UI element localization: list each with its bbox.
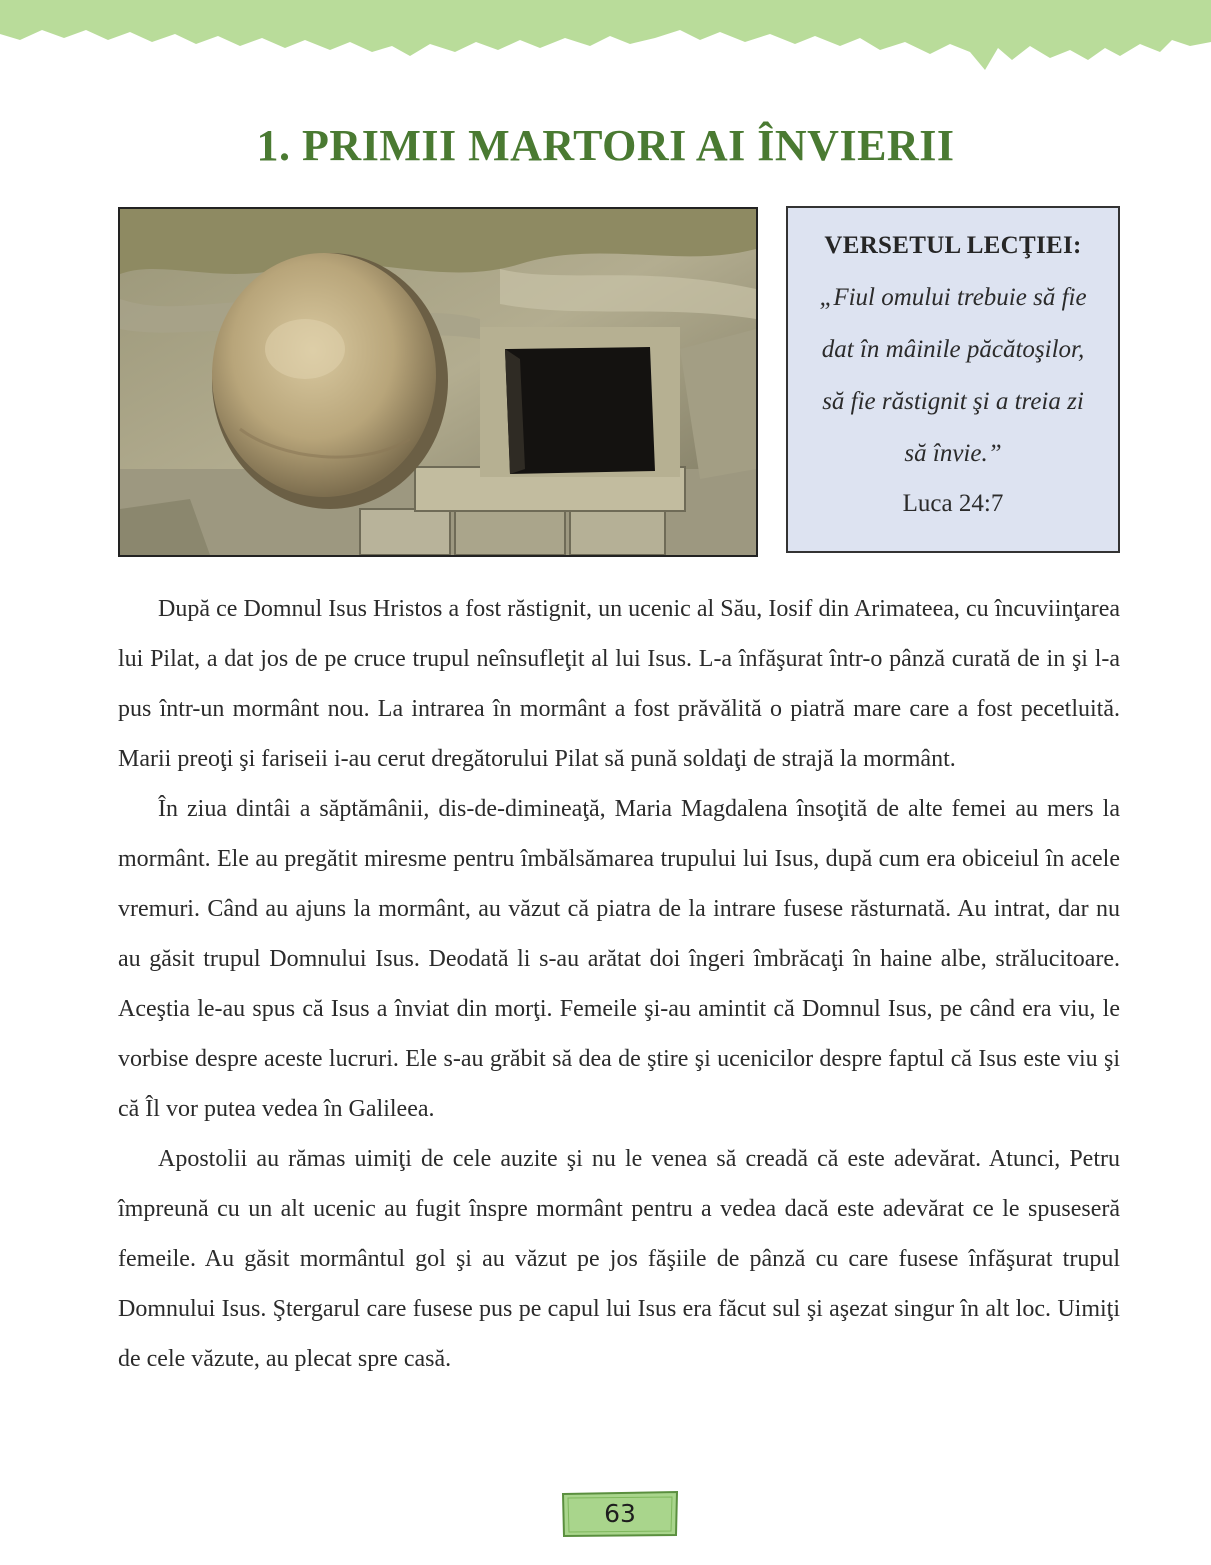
tomb-photo [118,207,758,557]
lesson-verse-box [786,206,1120,553]
verse-line: „Fiul omului trebuie să fie [819,284,1087,311]
page-number-badge [560,1490,680,1538]
lesson-body [118,584,1120,1384]
paragraph: Apostolii au rămas uimiţi de cele auzite şi nu le venea să creadă că este adevărat. Atunci, Petru împreună cu un alt ucenic au fugit înspre mormânt pentru a vedea dacă este adevărat ce le spuseseră femeile. Au găsit mormântul gol şi au văzut pe jos făşiile de pânză cu care fusese înfăşurat trupul Domnului Isus. Ştergarul care fusese pus pe capul lui Isus era făcut sul şi aşezat singur în alt loc. Uimiţi de cele văzute, au plecat spre casă. [118,1146,1120,1372]
verse-reference: Luca 24:7 [902,490,1004,517]
paragraph: După ce Domnul Isus Hristos a fost răstignit, un ucenic al Său, Iosif din Arimateea, cu încuviinţarea lui Pilat, a dat jos de pe cruce trupul neînsufleţit al lui Isus. L-a înfăşurat într-o pânză curată de in şi l-a pus într-un mormânt nou. La intrarea în mormânt a fost prăvălită o piatră mare care a fost pecetluită. Marii preoţi şi fariseii i-au cerut dregătorului Pilat să pună soldaţi de strajă la mormânt. [118,596,1120,772]
verse-line: să fie răstignit şi a treia zi [822,388,1084,415]
decorative-top-band [0,0,1211,80]
page-title: 1. PRIMII MARTORI AI ÎNVIERII [256,121,955,170]
paragraph: În ziua dintâi a săptămânii, dis-de-dimineaţă, Maria Magdalena însoţită de alte femei au mers la mormânt. Ele au pregătit miresme pentru îmbălsămarea trupului lui Isus, după cum era obiceiul în acele vremuri. Când au ajuns la mormânt, au văzut că piatra de la intrare fusese răsturnată. Au intrat, dar nu au găsit trupul Domnului Isus. Deodată li s-au arătat doi îngeri îmbrăcaţi în haine albe, strălucitoare. Aceştia le-au spus că Isus a înviat din morţi. Femeile şi-au amintit că Domnul Isus, pe când era viu, le vorbise despre aceste lucruri. Ele s-au grăbit să dea de ştire şi ucenicilor despre faptul că Isus este viu şi că Îl vor putea vedea în Galileea. [118,796,1120,1122]
verse-heading: VERSETUL LECŢIEI: [824,232,1082,259]
page-number: 63 [604,1499,636,1528]
verse-text [788,272,1118,480]
verse-line: dat în mâinile păcătoşilor, [821,336,1085,363]
verse-line: să învie.” [904,440,1002,467]
